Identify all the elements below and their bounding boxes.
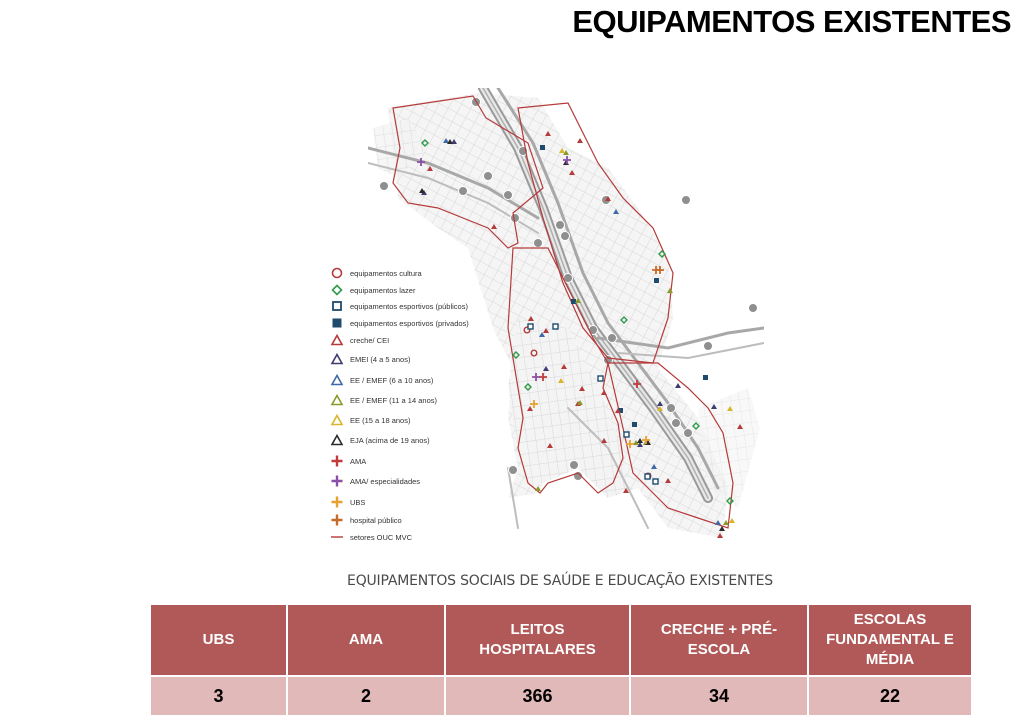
legend-item-ubs: [330, 495, 365, 509]
legend-item-ee-15-18: [330, 413, 410, 427]
legend-item-esportivos-privados: [330, 316, 469, 330]
value-ubs: 3: [150, 676, 287, 716]
plus-icon: [330, 454, 344, 468]
legend-item-emef-11-14: [330, 393, 437, 407]
legend-item-emei: [330, 352, 410, 366]
legend-label: equipamentos cultura: [350, 268, 422, 278]
triangle-outline-icon: [330, 433, 344, 447]
value-escolas: 22: [808, 676, 972, 716]
header-escolas: ESCOLAS FUNDAMENTAL E MÉDIA: [808, 604, 972, 676]
legend-label: AMA: [350, 456, 367, 466]
legend-item-ama: [330, 454, 366, 468]
table-header-row: [150, 604, 972, 676]
legend-label: EE (15 a 18 anos): [350, 415, 411, 425]
square-filled-icon: [330, 316, 344, 330]
triangle-outline-icon: [330, 352, 344, 366]
header-ubs: UBS: [150, 604, 287, 676]
value-creche: 34: [630, 676, 808, 716]
triangle-outline-icon: [330, 413, 344, 427]
table-caption: EQUIPAMENTOS SOCIAIS DE SAÚDE E EDUCAÇÃO EXISTENTES: [347, 573, 773, 589]
legend-item-creche: [330, 333, 389, 347]
line-icon: [330, 530, 344, 544]
legend-label: EE / EMEF (6 a 10 anos): [350, 375, 434, 385]
header-creche: CRECHE + PRÉ-ESCOLA: [630, 604, 808, 676]
legend-item-esportivos-publicos: [330, 299, 468, 313]
legend-label: setores OUC MVC: [350, 532, 413, 542]
square-outline-icon: [330, 299, 344, 313]
legend-item-hospital: [330, 513, 402, 527]
legend-item-setores: [330, 530, 412, 544]
page-title: EQUIPAMENTOS EXISTENTES: [572, 4, 1011, 39]
summary-table: [149, 603, 973, 717]
legend-item-cultura: [330, 266, 422, 280]
header-ama: AMA: [287, 604, 445, 676]
legend-item-eja: [330, 433, 430, 447]
legend-label: equipamentos esportivos (públicos): [350, 301, 468, 311]
legend-item-lazer: [330, 283, 415, 297]
legend-item-emef-6-10: [330, 373, 433, 387]
header-leitos: LEITOS HOSPITALARES: [445, 604, 630, 676]
plus-icon: [330, 474, 344, 488]
legend-label: creche/ CEI: [350, 335, 390, 345]
plus-icon: [330, 513, 344, 527]
value-ama: 2: [287, 676, 445, 716]
legend-label: EMEI (4 a 5 anos): [350, 354, 411, 364]
legend-label: EE / EMEF (11 a 14 anos): [350, 395, 437, 405]
triangle-outline-icon: [330, 333, 344, 347]
plus-icon: [330, 495, 344, 509]
triangle-outline-icon: [330, 373, 344, 387]
legend-label: equipamentos esportivos (privados): [350, 318, 469, 328]
legend-item-ama-especialidades: [330, 474, 420, 488]
diamond-outline-icon: [330, 283, 344, 297]
legend-label: equipamentos lazer: [350, 285, 416, 295]
circle-outline-icon: [330, 266, 344, 280]
legend-label: AMA/ especialidades: [350, 476, 421, 486]
legend-label: UBS: [350, 497, 366, 507]
legend-label: hospital público: [350, 515, 402, 525]
table-row: [150, 676, 972, 716]
legend-label: EJA (acima de 19 anos): [350, 435, 430, 445]
value-leitos: 366: [445, 676, 630, 716]
triangle-outline-icon: [330, 393, 344, 407]
